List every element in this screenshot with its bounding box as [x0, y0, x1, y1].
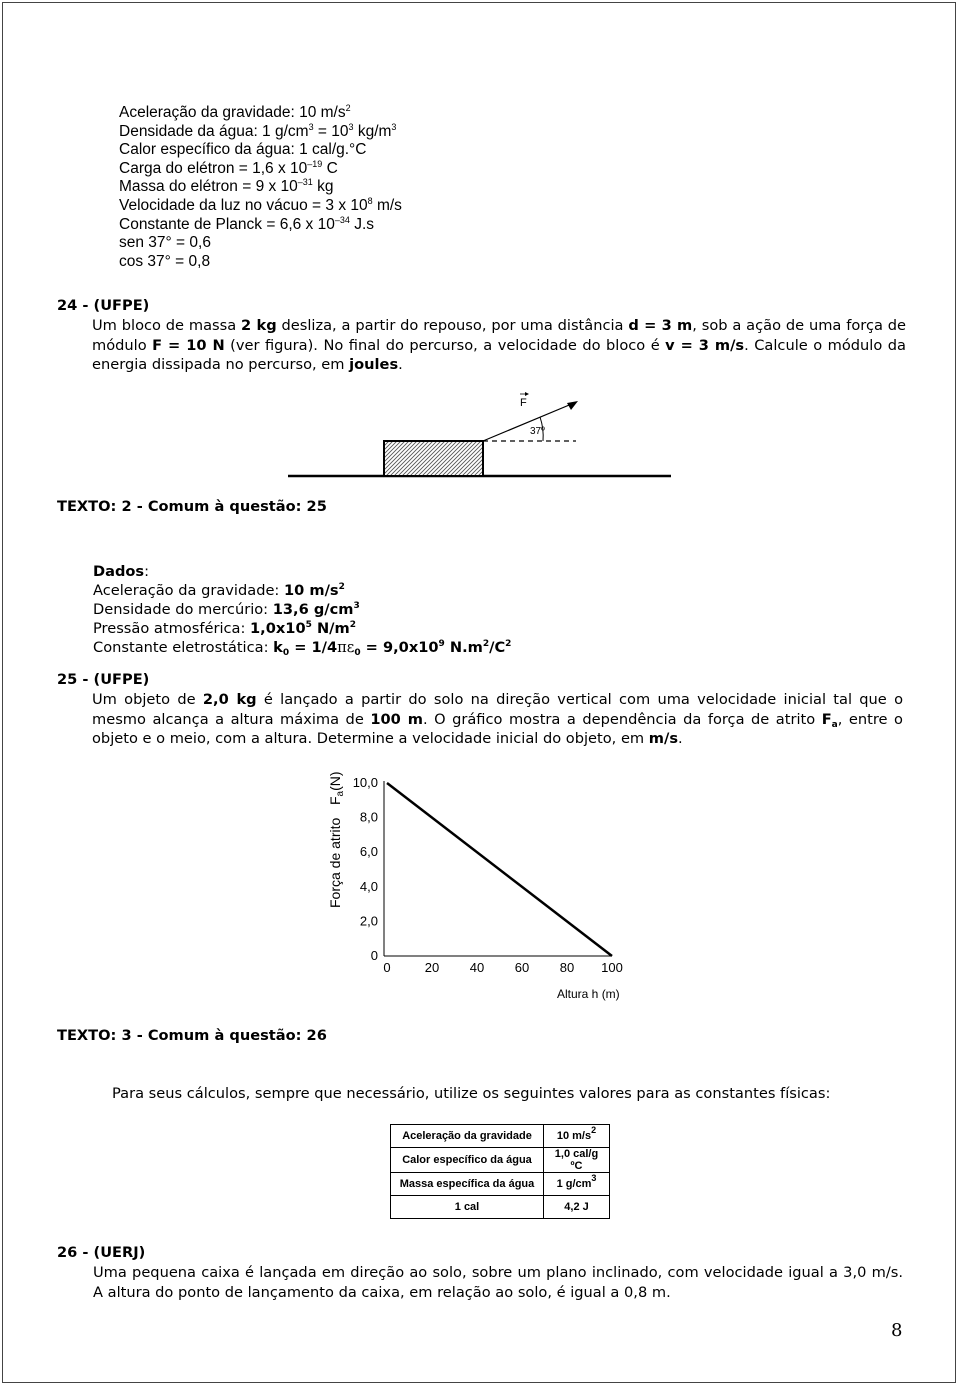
- y-axis-symbol-unit: (N): [327, 771, 343, 791]
- y-tick-label: 8,0: [359, 809, 378, 825]
- constants-block: [119, 104, 402, 271]
- friction-chart: [320, 765, 640, 1005]
- table-row: [391, 1125, 610, 1148]
- dados-mercury-density: Densidade do mercúrio: 13,6 $g/cm^3$: [93, 601, 360, 618]
- table-cell-name: Calor específico da água: [391, 1148, 544, 1173]
- y-tick-label: 10,0: [352, 775, 378, 790]
- dados-atm-pressure: Pressão atmosférica: $1,0x10^5$ $N/m^2$: [93, 620, 356, 637]
- texto3-header: TEXTO: 3 - Comum à questão: 26: [57, 1027, 327, 1044]
- table-cell-name: Massa específica da água: [391, 1173, 544, 1196]
- y-axis-symbol-sub: a: [335, 790, 346, 797]
- force-label: F: [520, 397, 527, 409]
- x-tick-label: 80: [559, 960, 575, 975]
- y-axis-label-main: Força de atrito: [327, 817, 343, 908]
- texto2-dados: [93, 562, 511, 657]
- constant-electron-mass: Massa do elétron = 9 x $10^{-31}$ kg: [119, 177, 334, 196]
- constant-electron-charge: Carga do elétron = 1,6 x $10^{-19}$ C: [119, 158, 338, 177]
- y-tick-label: 6,0: [359, 844, 378, 860]
- table-row: [391, 1196, 610, 1219]
- constant-specific-heat: Calor específico da água: 1 cal/g.°C: [119, 141, 367, 159]
- table-cell-value: 1 $g/cm^3$: [544, 1173, 610, 1196]
- q25-header: 25 - (UFPE): [57, 671, 150, 688]
- x-tick-label: 100: [601, 960, 623, 975]
- dados-electrostatic-constant: Constante eletrostática: $k_0 = 1/4\pi\varepsilon_0 = 9,0x10^9$ $N.m^2/C^2$: [93, 639, 512, 658]
- y-tick-label: 0: [370, 948, 378, 963]
- texto3-intro: Para seus cálculos, sempre que necessário, utilize os seguintes valores para as constantes físicas:: [112, 1085, 831, 1102]
- constant-light-speed: Velocidade da luz no vácuo = 3 x $10^8$ m/s: [119, 195, 402, 214]
- q26-header: 26 - (UERJ): [57, 1244, 146, 1261]
- x-tick-label: 40: [469, 960, 485, 975]
- constant-gravity: Aceleração da gravidade: 10 $m/s^2$: [119, 103, 351, 121]
- x-tick-label: 60: [514, 960, 530, 975]
- table-cell-name: Aceleração da gravidade: [391, 1125, 544, 1148]
- y-axis-symbol: [327, 771, 346, 805]
- table-row: [391, 1148, 610, 1173]
- table-row: [391, 1173, 610, 1196]
- force-arrowhead: [567, 401, 578, 410]
- block: [384, 441, 483, 476]
- y-axis-label: [327, 818, 343, 908]
- constant-cos37: cos 37° = 0,8: [119, 252, 211, 270]
- x-axis-label: Altura h (m): [557, 987, 620, 1001]
- dados-gravity: Aceleração da gravidade: 10 $m/s^2$: [93, 582, 345, 599]
- constant-water-density: Densidade da água: 1 $g/cm^3 = 10^3$ $kg/m^3$: [119, 121, 397, 140]
- x-tick-label: 20: [424, 960, 440, 975]
- table-cell-value: 10 $m/s^2$: [544, 1125, 610, 1148]
- constant-sin37: sen 37° = 0,6: [119, 234, 211, 252]
- q24-text: Um bloco de massa 2 kg desliza, a partir do repouso, por uma distância d = 3 m, sob a ação de uma força de módulo F = 10 N (ver figura). No final do percurso, a velocidade do bloco é v = 3 m/s. Calcule o módulo da energia dissipada no percurso, em joules.: [92, 317, 907, 373]
- q24-figure: [284, 390, 674, 485]
- x-tick-label: 0: [383, 960, 391, 975]
- force-label-arrowhead: [525, 392, 529, 396]
- svg-text:Fa(N): [327, 771, 346, 805]
- constant-planck: Constante de Planck = 6,6 x $10^{-34}$ J.s: [119, 214, 375, 233]
- constants-table: [390, 1124, 610, 1219]
- table-cell-value: 4,2 J: [544, 1196, 610, 1219]
- texto2-header: TEXTO: 2 - Comum à questão: 25: [57, 498, 327, 515]
- table-cell-value: 1,0 cal/g ºC: [544, 1148, 610, 1173]
- dados-title: Dados:: [93, 563, 150, 580]
- q25-text: Um objeto de 2,0 kg é lançado a partir do solo na direção vertical com uma velocidade inicial tal que o mesmo alcança a altura máxima de 100 m. O gráfico mostra a dependência da força de atrito $F_a$, entre o objeto e o meio, com a altura. Determine a velocidade inicial do objeto, em m/s.: [92, 691, 903, 747]
- y-axis-symbol-letter: F: [327, 796, 343, 805]
- angle-label: 37º: [530, 426, 545, 437]
- series-line: [387, 783, 612, 956]
- table-cell-name: 1 cal: [391, 1196, 544, 1219]
- y-tick-label: 4,0: [359, 878, 378, 894]
- q24-header: 24 - (UFPE): [57, 297, 150, 314]
- page-number: 8: [891, 1320, 903, 1341]
- q26-text: Uma pequena caixa é lançada em direção ao solo, sobre um plano inclinado, com velocidade igual a 3,0 m/s. A altura do ponto de lançamento da caixa, em relação ao solo, é igual a 0,8 m.: [93, 1264, 903, 1301]
- y-tick-label: 2,0: [359, 913, 378, 929]
- force-vector: [483, 403, 574, 441]
